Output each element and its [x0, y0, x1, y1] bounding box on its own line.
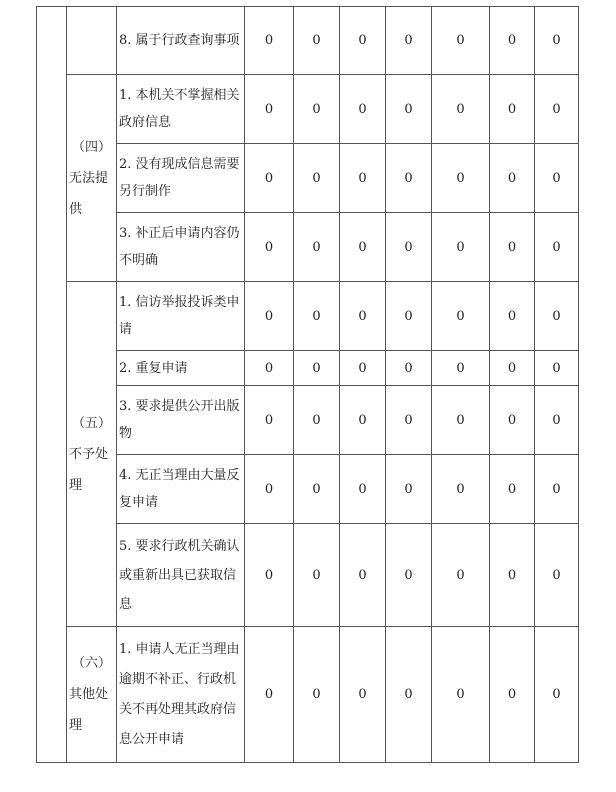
value-cell: 0: [490, 75, 535, 144]
value-cell: 0: [535, 627, 579, 763]
value-cell: 0: [490, 455, 535, 524]
value-cell: 0: [294, 144, 340, 213]
outer-category-cell: [37, 7, 67, 763]
value-cell: 0: [245, 282, 294, 351]
row-label: 5. 要求行政机关确认或重新出具已获取信息: [117, 524, 245, 627]
table-row: [37, 386, 579, 455]
value-cell: 0: [386, 213, 432, 282]
row-label: 1. 本机关不掌握相关政府信息: [117, 75, 245, 144]
disclosure-table: [36, 6, 579, 763]
table-row: [37, 7, 579, 75]
value-cell: 0: [294, 627, 340, 763]
value-cell: 0: [340, 455, 386, 524]
value-cell: 0: [294, 386, 340, 455]
value-cell: 0: [386, 627, 432, 763]
table-row: [37, 144, 579, 213]
value-cell: 0: [245, 213, 294, 282]
value-cell: 0: [386, 524, 432, 627]
table-row: [37, 282, 579, 351]
value-cell: 0: [245, 144, 294, 213]
value-cell: 0: [245, 455, 294, 524]
value-cell: 0: [535, 282, 579, 351]
value-cell: 0: [535, 213, 579, 282]
value-cell: 0: [535, 455, 579, 524]
row-label: 3. 补正后申请内容仍不明确: [117, 213, 245, 282]
value-cell: 0: [340, 213, 386, 282]
value-cell: 0: [432, 282, 490, 351]
value-cell: 0: [432, 455, 490, 524]
value-cell: 0: [432, 524, 490, 627]
value-cell: 0: [245, 386, 294, 455]
value-cell: 0: [432, 7, 490, 75]
table-row: [37, 627, 579, 763]
table-row: [37, 213, 579, 282]
value-cell: 0: [340, 627, 386, 763]
value-cell: 0: [294, 75, 340, 144]
value-cell: 0: [386, 75, 432, 144]
value-cell: 0: [535, 75, 579, 144]
value-cell: 0: [432, 75, 490, 144]
table-row: [37, 524, 579, 627]
value-cell: 0: [535, 7, 579, 75]
value-cell: 0: [432, 213, 490, 282]
value-cell: 0: [386, 282, 432, 351]
value-cell: 0: [490, 144, 535, 213]
value-cell: 0: [490, 213, 535, 282]
value-cell: 0: [294, 7, 340, 75]
value-cell: 0: [432, 351, 490, 386]
row-label: 2. 没有现成信息需要另行制作: [117, 144, 245, 213]
table-row: [37, 455, 579, 524]
value-cell: 0: [386, 455, 432, 524]
value-cell: 0: [490, 524, 535, 627]
table-row: [37, 75, 579, 144]
value-cell: 0: [294, 524, 340, 627]
value-cell: 0: [535, 386, 579, 455]
value-cell: 0: [432, 627, 490, 763]
row-label: 2. 重复申请: [117, 351, 245, 386]
value-cell: 0: [490, 351, 535, 386]
value-cell: 0: [432, 144, 490, 213]
category-cell-blank: [67, 7, 117, 75]
category-cell-four: （四） 无法提供: [67, 75, 117, 282]
value-cell: 0: [490, 386, 535, 455]
table-row: [37, 351, 579, 386]
value-cell: 0: [490, 282, 535, 351]
value-cell: 0: [535, 351, 579, 386]
value-cell: 0: [245, 7, 294, 75]
category-cell-six: （六） 其他处理: [67, 627, 117, 763]
row-label: 8. 属于行政查询事项: [117, 7, 245, 75]
value-cell: 0: [294, 282, 340, 351]
value-cell: 0: [386, 144, 432, 213]
value-cell: 0: [535, 524, 579, 627]
value-cell: 0: [386, 7, 432, 75]
row-label: 1. 信访举报投诉类申请: [117, 282, 245, 351]
value-cell: 0: [386, 351, 432, 386]
value-cell: 0: [245, 75, 294, 144]
value-cell: 0: [294, 351, 340, 386]
value-cell: 0: [490, 627, 535, 763]
value-cell: 0: [340, 144, 386, 213]
row-label: 3. 要求提供公开出版物: [117, 386, 245, 455]
value-cell: 0: [245, 627, 294, 763]
row-label: 4. 无正当理由大量反复申请: [117, 455, 245, 524]
value-cell: 0: [294, 455, 340, 524]
value-cell: 0: [340, 351, 386, 386]
value-cell: 0: [432, 386, 490, 455]
value-cell: 0: [340, 75, 386, 144]
value-cell: 0: [490, 7, 535, 75]
value-cell: 0: [386, 386, 432, 455]
row-label: 1. 申请人无正当理由逾期不补正、行政机关不再处理其政府信息公开申请: [117, 627, 245, 763]
value-cell: 0: [340, 524, 386, 627]
value-cell: 0: [340, 282, 386, 351]
value-cell: 0: [340, 7, 386, 75]
value-cell: 0: [340, 386, 386, 455]
category-cell-five: （五） 不予处理: [67, 282, 117, 627]
value-cell: 0: [245, 524, 294, 627]
value-cell: 0: [245, 351, 294, 386]
value-cell: 0: [535, 144, 579, 213]
value-cell: 0: [294, 213, 340, 282]
